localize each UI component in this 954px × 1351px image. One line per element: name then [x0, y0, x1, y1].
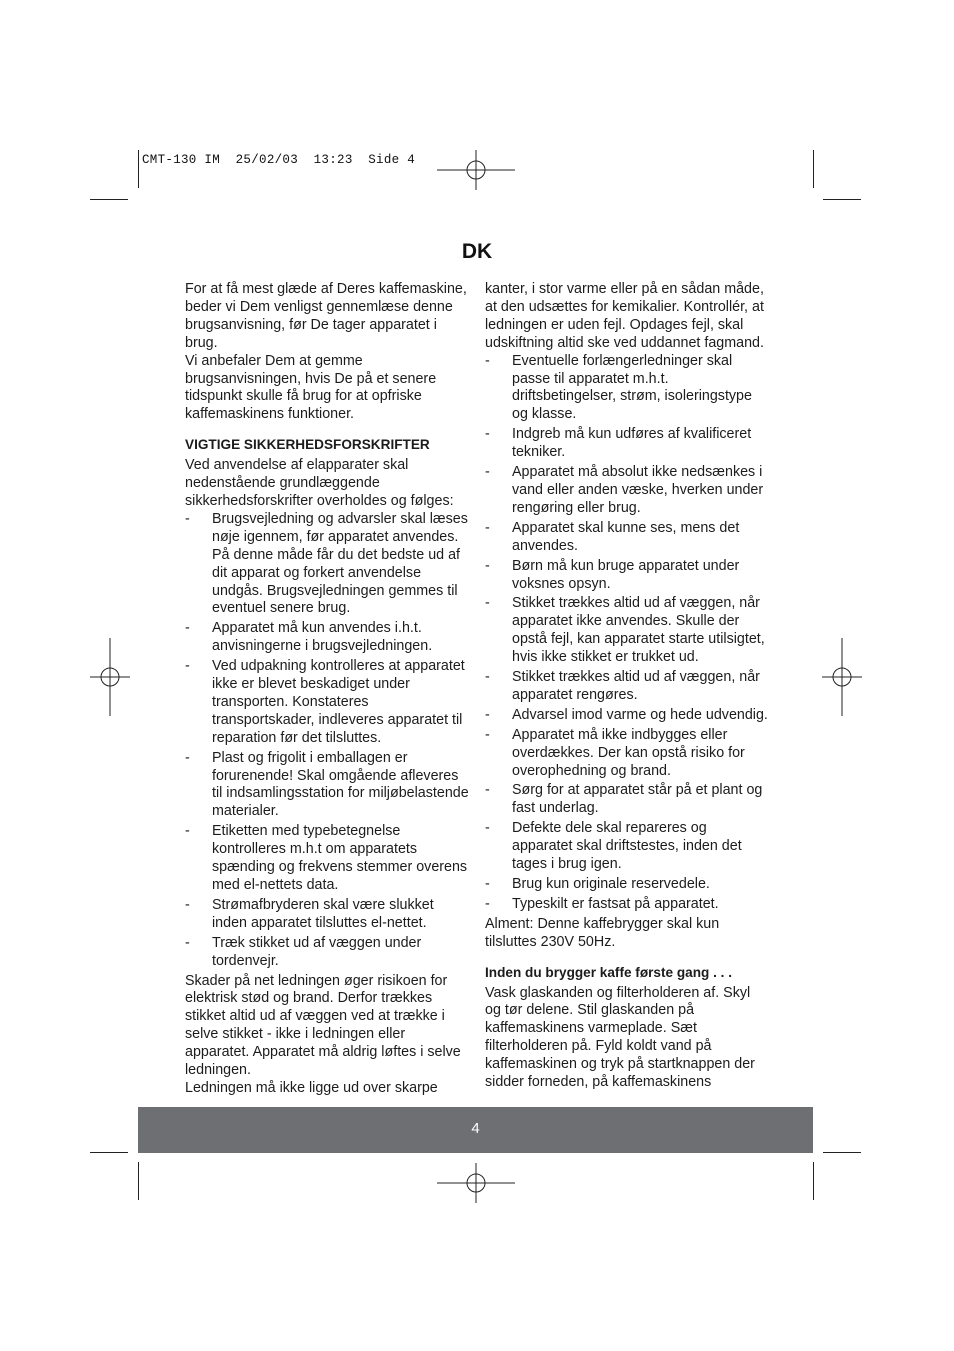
list-item [485, 707, 770, 725]
safety-lead: Ved anvendelse af elapparater skal nedenstående grundlæggende sikkerhedsforskrifter overholdes og følges: [185, 457, 454, 509]
first-brew-paragraph: Vask glaskanden og filterholderen af. Skyl og tør delene. Stil glaskanden på kaffemaskinens varmeplade. Sæt filterholderen på. Fyld koldt vand på kaffemaskinen og tryk på startknappen der sidder forneden, på kaffemaskinens [485, 984, 755, 1091]
dash-bullet: - [185, 896, 190, 913]
dash-bullet: - [485, 519, 490, 536]
crop-mark-top-left-vertical [138, 150, 139, 188]
dash-bullet: - [485, 557, 490, 574]
list-item-text: Stikket trækkes altid ud af væggen, når apparatet ikke anvendes. Skulle der opstå fejl, kan apparatet starte utilsigtet, hvis ikke stikket er trukket ud. [512, 595, 765, 666]
list-item-text: Sørg for at apparatet står på et plant og fast underlag. [512, 782, 763, 817]
list-item [485, 876, 770, 894]
list-item-text: Indgreb må kun udføres af kvalificeret tekniker. [512, 426, 752, 461]
list-item-text: Apparatet må absolut ikke nedsænkes i vand eller anden væske, hverken under rengøring eller brug. [512, 464, 764, 516]
dash-bullet: - [185, 823, 190, 840]
language-heading: DK [461, 240, 493, 263]
list-item-text: Plast og frigolit i emballagen er forurenende! Skal omgående afleveres til indsamlingsstation for miljøbelastende materialer. [212, 749, 469, 820]
list-item [485, 820, 770, 874]
list-item [185, 750, 470, 822]
dash-bullet: - [485, 464, 490, 481]
intro-paragraph: Vi anbefaler Dem at gemme brugsanvisningen, hvis De på et senere tidspunkt skulle få brug for at opfriske kaffemaskinens funktioner. [185, 352, 437, 423]
safety-list [185, 511, 470, 971]
list-item-text: Ved udpakning kontrolleres at apparatet ikke er blevet beskadiget under transporten. Konstateres transportskader, indleveres apparatet til reparation før det tilsluttes. [212, 658, 465, 746]
dash-bullet: - [185, 658, 190, 675]
dash-bullet: - [485, 352, 490, 369]
crop-mark-top-left-horizontal [90, 199, 128, 200]
crop-mark-bottom-right-vertical [813, 1162, 814, 1200]
list-item-text: Typeskilt er fastsat på apparatet. [512, 895, 719, 912]
list-item [485, 520, 770, 556]
registration-mark-bottom-icon [437, 1163, 515, 1203]
crop-mark-top-right-vertical [813, 150, 814, 188]
list-item-text: Stikket trækkes altid ud af væggen, når apparatet rengøres. [512, 669, 760, 703]
list-item-text: Defekte dele skal repareres og apparatet skal driftstestes, inden det tages i brug igen. [512, 820, 742, 873]
page-number: 4 [471, 1120, 480, 1137]
crop-mark-bottom-right-horizontal [823, 1152, 861, 1153]
list-item-text: Brugsvejledning og advarsler skal læses nøje igennem, før apparatet anvendes. På denne måde får du det bedste ud af dit apparat og forkert anvendelse undgås. Brugsvejledningen gemmes til eventuel senere brug. [212, 510, 468, 617]
list-item [185, 620, 470, 656]
dash-bullet: - [485, 669, 490, 686]
crop-mark-bottom-left-horizontal [90, 1152, 128, 1153]
list-item-text: Etiketten med typebetegnelse kontrolleres m.h.t om apparatets spænding og frekvens stemmer overens med el-nettets data. [212, 823, 468, 893]
dash-bullet: - [485, 876, 490, 892]
safety-heading: VIGTIGE SIKKERHEDSFORSKRIFTER [185, 437, 430, 453]
list-item-text: Advarsel imod varme og hede udvendig. [512, 706, 768, 723]
dash-bullet: - [485, 895, 490, 912]
list-item [185, 823, 470, 895]
dash-bullet: - [185, 749, 190, 766]
intro-paragraph: For at få mest glæde af Deres kaffemaskine, beder vi Dem venligst gennemlæse denne brugsanvisning, før De tager apparatet i brug. [185, 281, 467, 351]
safety-list-continued [485, 353, 770, 914]
general-note: Alment: Denne kaffebrygger skal kun tilsluttes 230V 50Hz. [485, 915, 720, 950]
dash-bullet: - [485, 426, 490, 443]
left-column [185, 281, 470, 1098]
list-item-text: Børn må kun bruge apparatet under voksnes opsyn. [512, 557, 740, 592]
list-item-text: Apparatet må ikke indbygges eller overdækkes. Der kan opstå risiko for overophedning og brand. [512, 726, 745, 779]
dash-bullet: - [485, 706, 490, 723]
closing-paragraph: Skader på net ledningen øger risikoen for elektrisk stød og brand. Derfor trækkes stikket altid ud af væggen ved at trække i selve stikket - ikke i ledningen eller apparatet. Apparatet må aldrig løftes i selve ledningen. [185, 972, 461, 1079]
list-item [485, 595, 770, 667]
list-item [485, 782, 770, 818]
list-item-text: Brug kun originale reservedele. [512, 876, 710, 892]
list-item [185, 935, 470, 971]
list-item-text: Eventuelle forlængerledninger skal passe til apparatet m.h.t. driftsbetingelser, strøm, isoleringstype og klasse. [512, 352, 752, 423]
list-item [485, 727, 770, 781]
dash-bullet: - [485, 595, 490, 612]
first-brew-heading: Inden du brygger kaffe første gang . . . [485, 964, 732, 980]
list-item [185, 897, 470, 933]
footer-band [138, 1107, 813, 1153]
registration-mark-right-icon [822, 638, 862, 716]
crop-mark-top-right-horizontal [823, 199, 861, 200]
closing-paragraph: Ledningen må ikke ligge ud over skarpe [185, 1079, 438, 1096]
dash-bullet: - [485, 820, 490, 837]
list-item [185, 658, 470, 748]
list-item [485, 353, 770, 425]
dash-bullet: - [185, 934, 190, 951]
list-item [485, 464, 770, 518]
list-item [485, 558, 770, 594]
dash-bullet: - [185, 510, 190, 527]
crop-mark-bottom-left-vertical [138, 1162, 139, 1200]
print-slug: CMT-130 IM 25/02/03 13:23 Side 4 [142, 153, 416, 167]
dash-bullet: - [485, 726, 490, 743]
registration-mark-left-icon [90, 638, 130, 716]
list-item [485, 669, 770, 705]
dash-bullet: - [185, 620, 190, 637]
list-item [485, 896, 770, 914]
list-item [485, 426, 770, 462]
list-item-text: Apparatet må kun anvendes i.h.t. anvisningerne i brugsvejledningen. [212, 620, 433, 655]
registration-mark-top-icon [437, 150, 515, 190]
list-item [185, 511, 470, 618]
right-column [485, 281, 770, 1092]
continuation-paragraph: kanter, i stor varme eller på en sådan måde, at den udsættes for kemikalier. Kontrollér, at ledningen er uden fejl. Opdages fejl, skal udskiftning altid ske ved uddannet fagmand. [485, 281, 764, 351]
list-item-text: Apparatet skal kunne ses, mens det anvendes. [512, 519, 740, 554]
list-item-text: Strømafbryderen skal være slukket inden apparatet tilsluttes el-nettet. [212, 896, 434, 931]
list-item-text: Træk stikket ud af væggen under tordenvejr. [212, 934, 422, 969]
dash-bullet: - [485, 782, 490, 799]
